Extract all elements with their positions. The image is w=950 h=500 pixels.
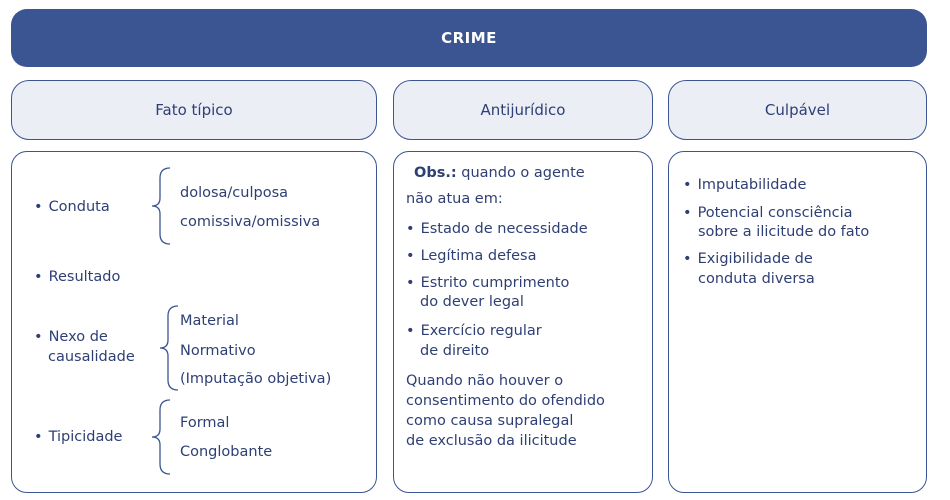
culpavel-item-3-line1: • Exigibilidade de xyxy=(683,250,813,268)
antijuridico-note-1: Quando não houver o xyxy=(406,373,564,389)
body-fato-tipico xyxy=(11,151,377,493)
conduta-brace xyxy=(150,166,176,246)
antijuridico-note-2: consentimento do ofendido xyxy=(406,393,605,409)
obs-line2: não atua em: xyxy=(406,191,503,207)
conduta-item-2: comissiva/omissiva xyxy=(180,214,321,230)
conduta-label: • Conduta xyxy=(34,198,110,216)
crime-title-bar xyxy=(11,9,927,67)
crime-title: CRIME xyxy=(441,29,497,47)
antijuridico-item-3-line1: • Estrito cumprimento xyxy=(406,274,569,292)
nexo-item-3: (Imputação objetiva) xyxy=(180,371,332,387)
antijuridico-item-2: • Legítima defesa xyxy=(406,247,536,265)
obs-text: quando o agente xyxy=(456,165,585,181)
antijuridico-item-4-line2: de direito xyxy=(420,343,490,359)
antijuridico-note-4: de exclusão da ilicitude xyxy=(406,433,577,449)
header-fato-tipico-label: Fato típico xyxy=(155,101,233,119)
tipicidade-label: • Tipicidade xyxy=(34,428,122,446)
header-culpavel-label: Culpável xyxy=(764,101,831,119)
resultado-label: • Resultado xyxy=(34,268,120,286)
nexo-item-2: Normativo xyxy=(180,343,256,359)
culpavel-item-3-line2: conduta diversa xyxy=(698,271,815,287)
header-antijuridico xyxy=(393,80,653,140)
antijuridico-item-1: • Estado de necessidade xyxy=(406,220,588,238)
nexo-item-1: Material xyxy=(180,313,239,329)
culpavel-item-2-line2: sobre a ilicitude do fato xyxy=(698,224,870,240)
obs-line1 xyxy=(414,164,585,182)
body-culpavel xyxy=(668,151,927,493)
body-antijuridico xyxy=(393,151,653,493)
nexo-label-line1: • Nexo de xyxy=(34,328,108,346)
culpavel-item-1: • Imputabilidade xyxy=(683,176,806,194)
tipicidade-item-2: Conglobante xyxy=(180,444,273,460)
tipicidade-brace xyxy=(150,398,176,476)
header-fato-tipico xyxy=(11,80,377,140)
culpavel-item-2-line1: • Potencial consciência xyxy=(683,204,853,222)
antijuridico-item-3-line2: do dever legal xyxy=(420,294,524,310)
antijuridico-item-4-line1: • Exercício regular xyxy=(406,322,542,340)
header-antijuridico-label: Antijurídico xyxy=(480,101,566,119)
obs-label: Obs.: xyxy=(414,165,457,181)
conduta-item-1: dolosa/culposa xyxy=(180,185,289,201)
tipicidade-item-1: Formal xyxy=(180,415,230,431)
antijuridico-note-3: como causa supralegal xyxy=(406,413,574,429)
header-culpavel xyxy=(668,80,927,140)
nexo-label-line2: causalidade xyxy=(48,349,135,365)
